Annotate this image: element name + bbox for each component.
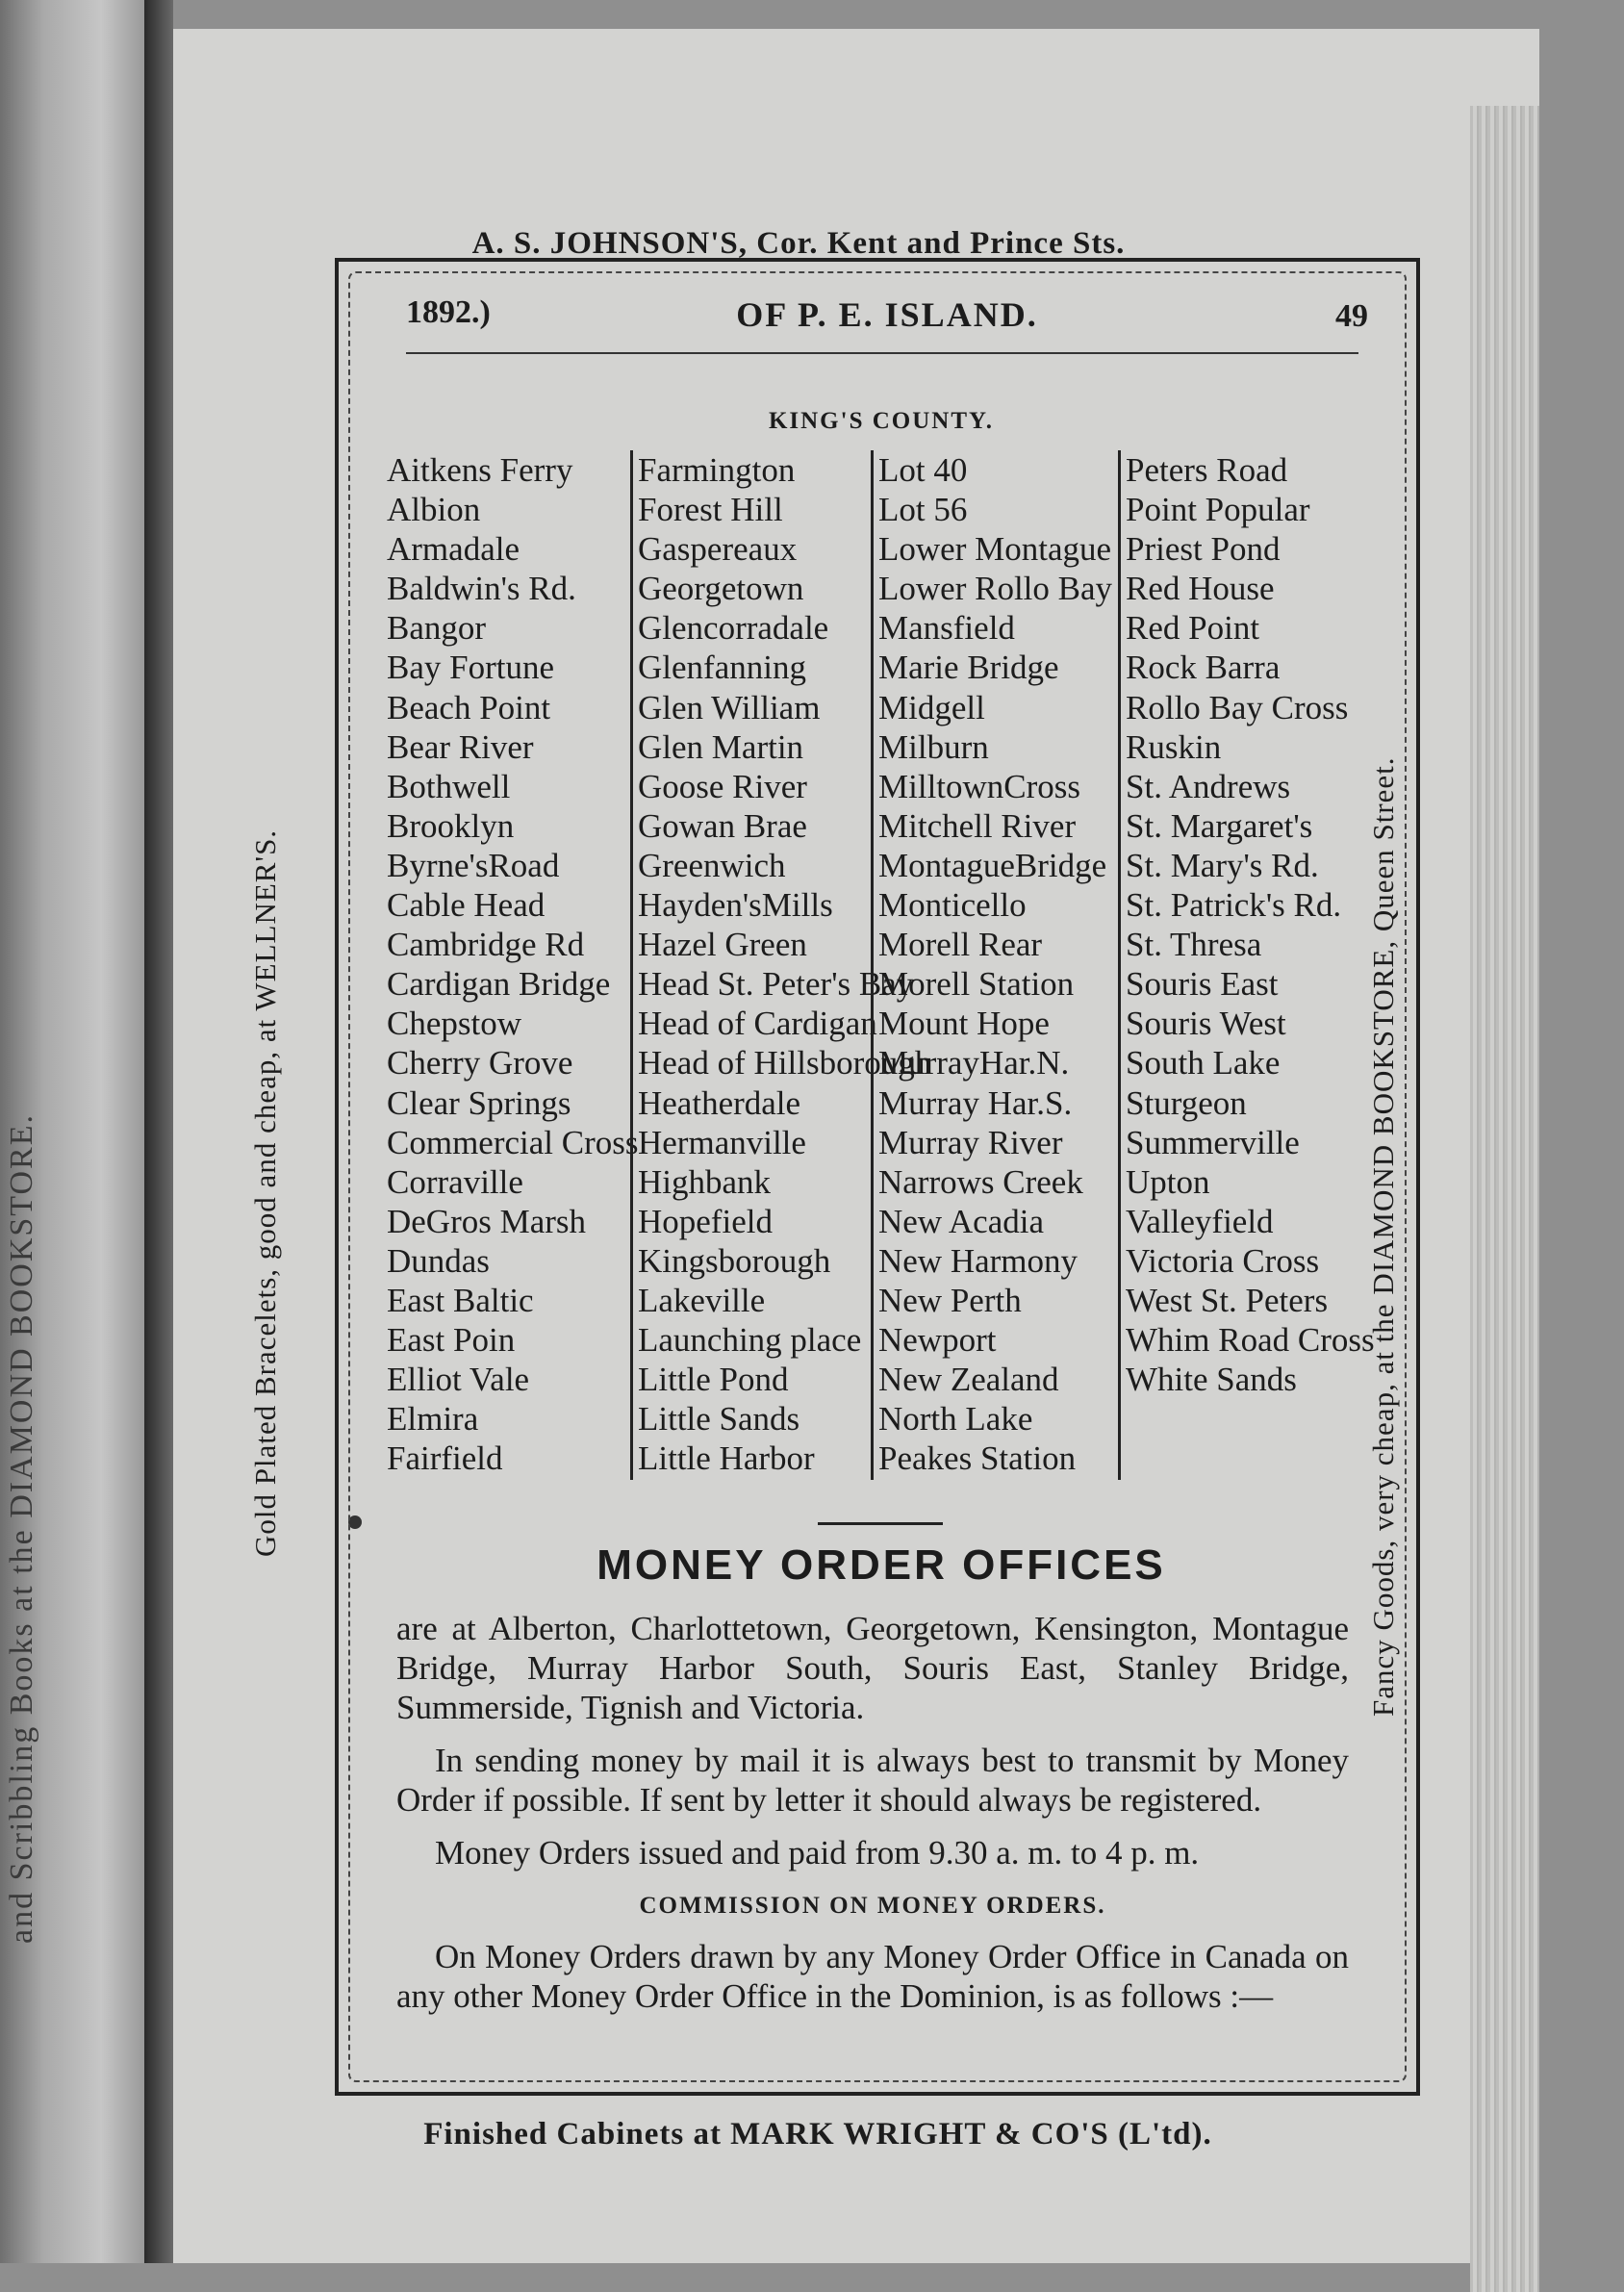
- place-name: Dundas: [387, 1241, 490, 1280]
- sending-money-paragraph: In sending money by mail it is always best to transmit by Money Order if possible. If sent by letter it should always be registered.: [396, 1742, 1349, 1819]
- place-name: Red Point: [1126, 609, 1260, 648]
- place-name: Whim Road Cross: [1126, 1321, 1375, 1360]
- place-name: St. Patrick's Rd.: [1126, 886, 1342, 925]
- money-order-offices-paragraph: are at Alberton, Charlottetown, Georgetown, Kensington, Montague Bridge, Murray Harbor South, Souris East, Stanley Bridge, Summerside, Tignish and Victoria.: [396, 1610, 1349, 1726]
- place-name: MilltownCross: [878, 767, 1081, 805]
- place-name: Cherry Grove: [387, 1044, 573, 1082]
- place-name: Cardigan Bridge: [387, 965, 611, 1004]
- place-name: Valleyfield: [1126, 1202, 1274, 1240]
- place-name: St. Andrews: [1126, 767, 1291, 805]
- place-name: Gaspereaux: [638, 530, 798, 569]
- place-name: Peters Road: [1126, 451, 1288, 489]
- place-name: Armadale: [387, 530, 520, 569]
- place-name: Aitkens Ferry: [387, 451, 573, 489]
- place-name: Morell Station: [878, 965, 1075, 1004]
- left-side-advertisement: Gold Plated Bracelets, good and cheap, at WELLNER'S.: [248, 828, 282, 1558]
- running-head-title: OF P. E. ISLAND.: [736, 295, 1038, 334]
- place-name: Souris East: [1126, 965, 1279, 1004]
- place-name: MontagueBridge: [878, 846, 1107, 884]
- place-name: Souris West: [1126, 1005, 1286, 1043]
- place-name: Rollo Bay Cross: [1126, 688, 1349, 726]
- running-head-rule: [406, 352, 1358, 354]
- place-name: Bear River: [387, 727, 534, 766]
- place-name: Highbank: [638, 1162, 772, 1201]
- place-name: Fairfield: [387, 1439, 503, 1478]
- place-name: Murray River: [878, 1123, 1063, 1161]
- place-name: Hazel Green: [638, 926, 807, 964]
- place-name: Ruskin: [1126, 727, 1222, 766]
- place-name: Monticello: [878, 886, 1027, 925]
- place-name: Upton: [1126, 1162, 1210, 1201]
- place-name: St. Thresa: [1126, 926, 1262, 964]
- place-name: DeGros Marsh: [387, 1202, 587, 1240]
- place-list: [387, 450, 1375, 1480]
- place-column-3: [871, 450, 1113, 1480]
- place-name: Hermanville: [638, 1123, 806, 1161]
- place-column-1: [387, 450, 639, 1480]
- place-name: Goose River: [638, 767, 807, 805]
- place-name: Georgetown: [638, 570, 804, 608]
- place-name: Lower Montague: [878, 530, 1112, 569]
- page-edge: [1470, 106, 1539, 2292]
- place-name: Byrne'sRoad: [387, 846, 560, 884]
- place-name: Corraville: [387, 1162, 523, 1201]
- section-title: KING'S COUNTY.: [768, 408, 995, 434]
- running-head: [406, 294, 1368, 343]
- money-order-title: MONEY ORDER OFFICES: [596, 1541, 1166, 1589]
- place-name: Mitchell River: [878, 806, 1077, 845]
- commission-heading: COMMISSION ON MONEY ORDERS.: [639, 1893, 1106, 1919]
- place-name: Chepstow: [387, 1005, 521, 1043]
- facing-page-text: and Scribbling Books at the DIAMOND BOOKSTORE.: [4, 1113, 39, 1944]
- place-name: Hopefield: [638, 1202, 773, 1240]
- place-name: Victoria Cross: [1126, 1241, 1320, 1280]
- place-name: Kingsborough: [638, 1241, 831, 1280]
- section-divider: [818, 1522, 943, 1525]
- place-name: Point Popular: [1126, 491, 1310, 529]
- place-name: Little Harbor: [638, 1439, 815, 1478]
- place-name: Albion: [387, 491, 481, 529]
- page-number: 49: [1335, 298, 1368, 334]
- place-name: Elmira: [387, 1400, 479, 1439]
- place-name: Baldwin's Rd.: [387, 570, 576, 608]
- place-name: Bangor: [387, 609, 487, 648]
- place-name: Head of Cardigan: [638, 1005, 877, 1043]
- place-name: New Perth: [878, 1281, 1022, 1319]
- place-name: Greenwich: [638, 846, 786, 884]
- facing-page: [0, 0, 144, 2263]
- place-name: Bay Fortune: [387, 649, 555, 687]
- place-name: Little Sands: [638, 1400, 800, 1439]
- place-name: Rock Barra: [1126, 649, 1281, 687]
- place-name: Lot 40: [878, 451, 968, 489]
- place-name: Lower Rollo Bay: [878, 570, 1113, 608]
- place-name: Bothwell: [387, 767, 511, 805]
- hours-paragraph: Money Orders issued and paid from 9.30 a. m. to 4 p. m.: [435, 1834, 1200, 1872]
- content-frame: [335, 258, 1420, 2096]
- place-name: Cambridge Rd: [387, 926, 585, 964]
- place-name: Mansfield: [878, 609, 1015, 648]
- footer-advertisement: Finished Cabinets at MARK WRIGHT & CO'S (L'td).: [423, 2117, 1212, 2152]
- place-name: Heatherdale: [638, 1083, 801, 1122]
- place-name: Morell Rear: [878, 926, 1043, 964]
- place-name: St. Margaret's: [1126, 806, 1313, 845]
- right-side-advertisement: Fancy Goods, very cheap, at the DIAMOND BOOKSTORE, Queen Street.: [1366, 756, 1400, 1717]
- place-name: South Lake: [1126, 1044, 1281, 1082]
- place-name: Narrows Creek: [878, 1162, 1083, 1201]
- place-name: Newport: [878, 1321, 997, 1360]
- place-name: New Acadia: [878, 1202, 1045, 1240]
- place-name: Elliot Vale: [387, 1361, 530, 1399]
- place-name: Little Pond: [638, 1361, 789, 1399]
- place-column-4: [1118, 450, 1375, 1480]
- place-name: Milburn: [878, 727, 989, 766]
- place-name: Beach Point: [387, 688, 551, 726]
- place-name: Launching place: [638, 1321, 862, 1360]
- place-name: East Baltic: [387, 1281, 534, 1319]
- place-name: Glen Martin: [638, 727, 804, 766]
- commission-paragraph: On Money Orders drawn by any Money Order Office in Canada on any other Money Order Office in the Dominion, is as follows :—: [396, 1938, 1349, 2015]
- place-name: Farmington: [638, 451, 796, 489]
- place-name: St. Mary's Rd.: [1126, 846, 1319, 884]
- place-name: New Harmony: [878, 1241, 1078, 1280]
- place-name: Lot 56: [878, 491, 968, 529]
- place-name: Lakeville: [638, 1281, 766, 1319]
- book-gutter: [144, 0, 173, 2263]
- place-name: MurrayHar.N.: [878, 1044, 1070, 1082]
- place-name: Peakes Station: [878, 1439, 1077, 1478]
- running-head-year: 1892.): [406, 294, 491, 330]
- place-name: Gowan Brae: [638, 806, 807, 845]
- header-advertisement: A. S. JOHNSON'S, Cor. Kent and Prince Sts.: [471, 226, 1126, 261]
- place-name: White Sands: [1126, 1361, 1297, 1399]
- place-name: Murray Har.S.: [878, 1083, 1073, 1122]
- place-name: Sturgeon: [1126, 1083, 1247, 1122]
- place-name: Glenfanning: [638, 649, 806, 687]
- place-name: North Lake: [878, 1400, 1033, 1439]
- place-name: Forest Hill: [638, 491, 783, 529]
- place-name: Hayden'sMills: [638, 886, 833, 925]
- place-name: Red House: [1126, 570, 1275, 608]
- place-name: Summerville: [1126, 1123, 1300, 1161]
- place-name: Head of Hillsborough: [638, 1044, 932, 1082]
- place-name: Glencorradale: [638, 609, 829, 648]
- place-name: Commercial Cross: [387, 1123, 639, 1161]
- place-name: Mount Hope: [878, 1005, 1050, 1043]
- place-name: Brooklyn: [387, 806, 515, 845]
- place-name: East Poin: [387, 1321, 516, 1360]
- place-name: Head St. Peter's Bay: [638, 965, 914, 1004]
- place-name: Glen William: [638, 688, 821, 726]
- place-name: New Zealand: [878, 1361, 1059, 1399]
- place-name: Clear Springs: [387, 1083, 571, 1122]
- place-name: Priest Pond: [1126, 530, 1281, 569]
- place-name: Midgell: [878, 688, 985, 726]
- place-name: West St. Peters: [1126, 1281, 1329, 1319]
- place-name: Marie Bridge: [878, 649, 1059, 687]
- money-order-text: [396, 1609, 1349, 2029]
- place-name: Cable Head: [387, 886, 546, 925]
